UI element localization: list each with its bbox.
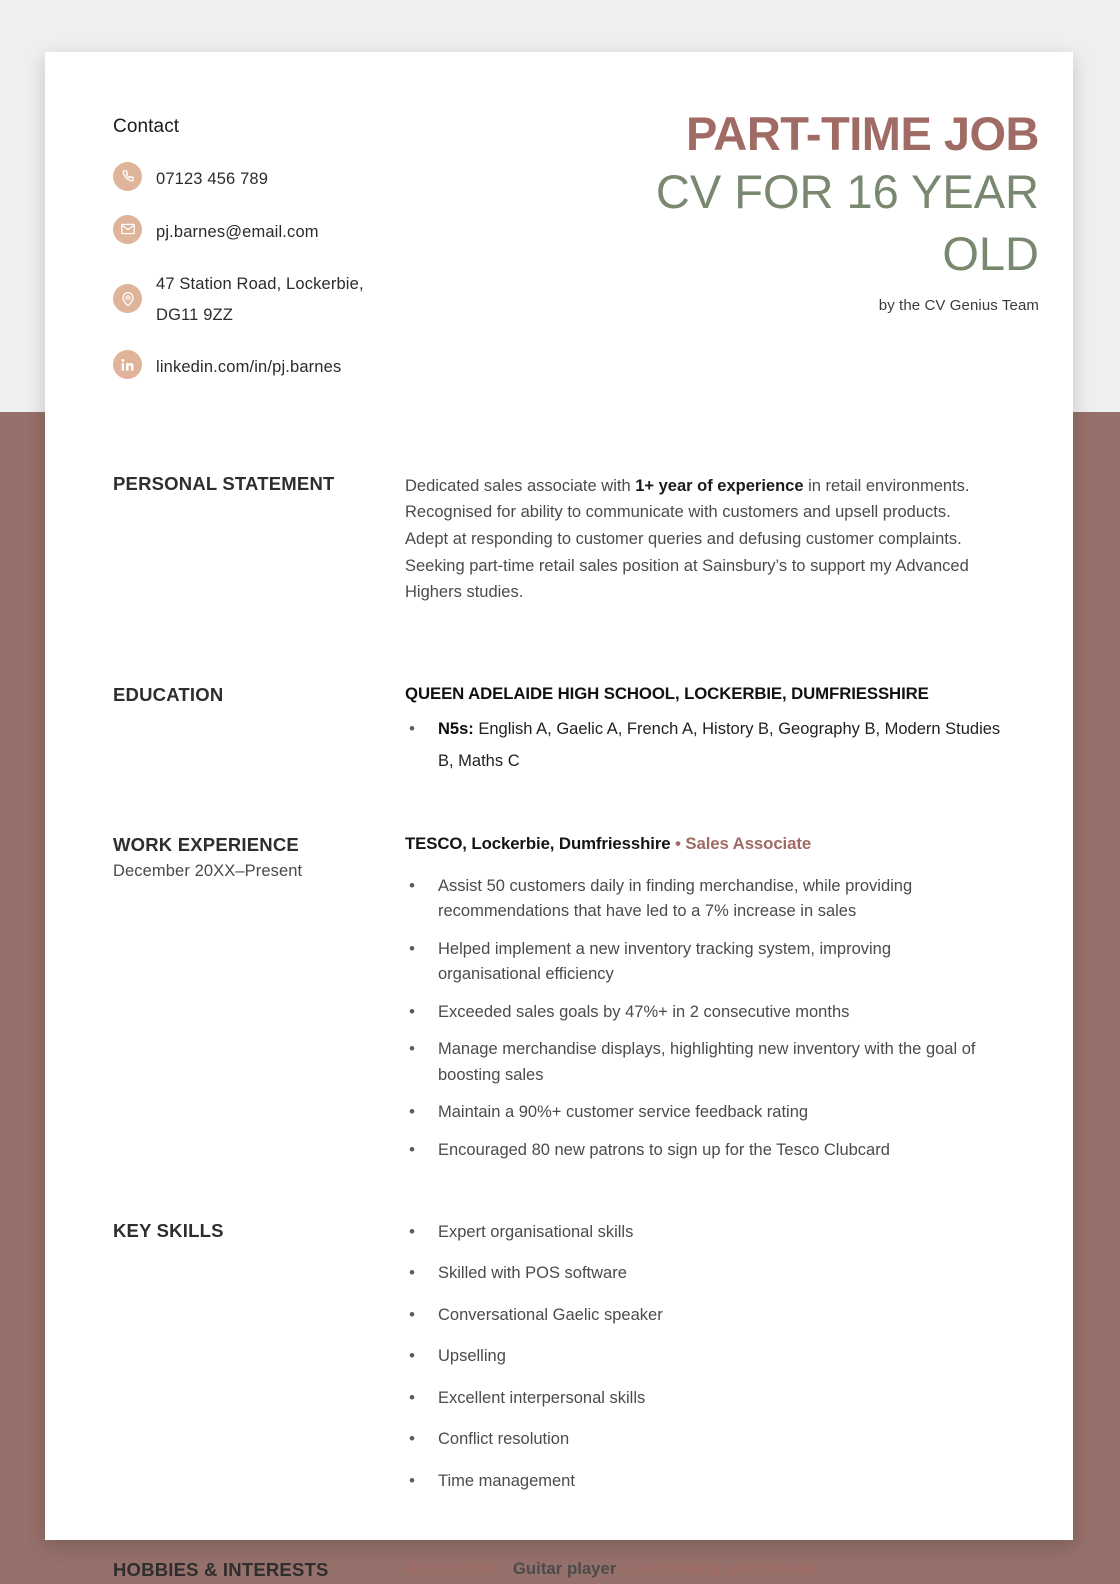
list-item: • Conflict resolution: [405, 1427, 985, 1453]
hobby-item-2: Guitar player: [512, 1558, 617, 1578]
list-item: • Expert organisational skills: [405, 1220, 985, 1246]
education-school-name: QUEEN ADELAIDE HIGH SCHOOL, LOCKERBIE, DUMFRIESSHIRE: [405, 684, 929, 704]
personal-statement-label-col: [113, 473, 405, 607]
contact-phone-value: 07123 456 789: [156, 170, 269, 188]
hobby-separator-2: •: [616, 1558, 632, 1578]
list-item: • Time management: [405, 1469, 985, 1495]
contact-address-line2: DG11 9ZZ: [156, 305, 233, 324]
job-role: Sales Associate: [685, 833, 812, 853]
hobbies-label-col: [113, 1559, 405, 1581]
list-item: • Maintain a 90%+ customer service feedback rating: [405, 1100, 985, 1126]
contact-item-phone[interactable]: [113, 164, 508, 195]
list-item: • Upselling: [405, 1344, 985, 1370]
personal-statement-body: [405, 473, 1045, 607]
section-hobbies-interests: [45, 1559, 1073, 1581]
section-work-experience: [45, 834, 1073, 1176]
section-key-skills: [45, 1220, 1073, 1511]
list-item: [405, 713, 1005, 777]
ps-text-after: in retail environments. Recognised for ability to communicate with customers and upsell products. Adept at responding to customer queries and defusing customer complaints. Seeking part-time retail sales position at Sainsbury’s to support my Advanced Highers studies.: [405, 476, 970, 602]
contact-address-line1: 47 Station Road, Lockerbie,: [156, 275, 364, 294]
cv-page-sheet: [45, 52, 1073, 1580]
hobbies-body: [405, 1559, 1045, 1581]
list-item: • Manage merchandise displays, highlighting new inventory with the goal of boosting sales: [405, 1037, 985, 1088]
list-item: • Encouraged 80 new patrons to sign up for the Tesco Clubcard: [405, 1138, 985, 1164]
ps-text-before: Dedicated sales associate with: [405, 476, 636, 495]
section-heading-hobbies: HOBBIES & INTERESTS: [113, 1558, 329, 1580]
section-heading-education: EDUCATION: [113, 684, 224, 706]
hobbies-text: [405, 1559, 1045, 1579]
list-item: • Assist 50 customers daily in finding merchandise, while providing recommendations that have led to a 7% increase in sales: [405, 874, 985, 925]
contact-address-value: [156, 269, 364, 330]
contact-item-linkedin[interactable]: [113, 352, 508, 383]
education-qualification-text: English A, Gaelic A, French A, History B, Geography B, Modern Studies B, Maths C: [438, 720, 1001, 771]
work-experience-body: [405, 834, 1045, 1176]
hobby-item-3: Socialising with friends: [631, 1558, 820, 1578]
education-body: [405, 684, 1045, 777]
contact-item-address[interactable]: [113, 269, 508, 330]
location-pin-icon: [113, 284, 142, 313]
list-item: • Skilled with POS software: [405, 1261, 985, 1287]
list-item: • Excellent interpersonal skills: [405, 1386, 985, 1412]
list-item: • Conversational Gaelic speaker: [405, 1303, 985, 1329]
education-list: [405, 713, 1045, 777]
education-qualification-label: N5s:: [438, 720, 474, 739]
cv-title-line2: CV FOR 16 YEAR: [655, 164, 1039, 218]
phone-icon: [113, 162, 142, 191]
job-header: [405, 834, 1045, 854]
work-experience-label-col: [113, 834, 405, 1176]
list-item: • Helped implement a new inventory tracking system, improving organisational efficiency: [405, 937, 985, 988]
section-personal-statement: [45, 473, 1073, 607]
education-label-col: [113, 684, 405, 777]
cv-byline: by the CV Genius Team: [878, 296, 1039, 314]
cv-title-block: [508, 108, 1051, 405]
key-skills-label-col: [113, 1220, 405, 1511]
job-separator: •: [670, 833, 686, 853]
email-icon: [113, 215, 142, 244]
section-heading-work-experience: WORK EXPERIENCE: [113, 833, 299, 855]
linkedin-icon: [113, 350, 142, 379]
hobby-separator-1: •: [497, 1558, 513, 1578]
cv-title-line3: OLD: [942, 226, 1039, 280]
work-experience-date-range: December 20XX–Present: [113, 861, 303, 880]
list-item: • Exceeded sales goals by 47%+ in 2 consecutive months: [405, 1000, 985, 1026]
contact-linkedin-value: linkedin.com/in/pj.barnes: [156, 358, 342, 377]
personal-statement-text: [405, 473, 990, 607]
contact-email-value: pj.barnes@email.com: [156, 222, 319, 241]
section-heading-personal-statement: PERSONAL STATEMENT: [113, 472, 335, 494]
contact-block: [113, 108, 508, 405]
contact-item-email[interactable]: [113, 217, 508, 248]
hobby-item-1: Avid cyclist: [405, 1558, 498, 1578]
job-employer: TESCO, Lockerbie, Dumfriesshire: [405, 833, 671, 853]
key-skills-body: [405, 1220, 1045, 1511]
cv-header: [45, 52, 1073, 405]
section-education: [45, 684, 1073, 777]
section-heading-key-skills: KEY SKILLS: [113, 1219, 224, 1241]
ps-text-bold: 1+ year of experience: [635, 476, 804, 495]
work-experience-bullet-list: [405, 874, 1045, 1164]
cv-title-line1: PART-TIME JOB: [686, 107, 1039, 160]
contact-heading: Contact: [113, 116, 180, 137]
key-skills-list: [405, 1220, 1045, 1495]
